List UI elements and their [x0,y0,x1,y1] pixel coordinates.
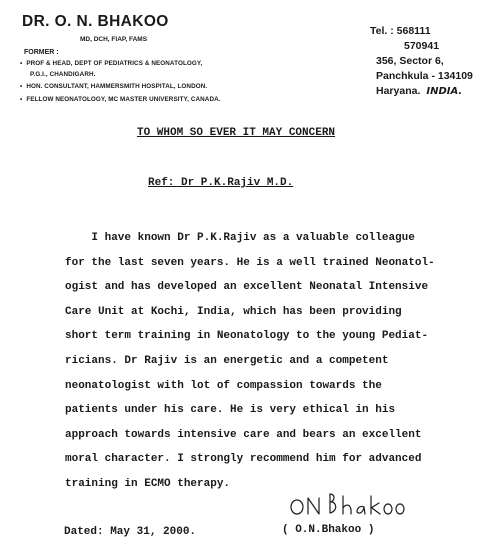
body-line: moral character. I strongly recommend him for advanced [65,453,422,466]
position-text: FELLOW NEONATOLOGY, MC MASTER UNIVERSITY, CANADA. [26,96,221,103]
tel-number-2: 570941 [404,40,440,52]
body-line: ricians. Dr Rajiv is an energetic and a competent [65,354,389,367]
letterhead-name: DR. O. N. BHAKOO [22,13,169,30]
bullet: • [20,83,23,90]
letterhead-position [20,60,202,67]
bullet: • [20,60,23,67]
body-line: for the last seven years. He is a well trained Neonatol- [65,256,435,269]
body-line: I have known Dr P.K.Rajiv as a valuable colleague [65,232,415,244]
letterhead-position [20,96,221,103]
address-state: Haryana. [376,85,421,97]
tel-label: Tel. : [370,25,394,37]
letterhead-qualifications: MD, DCH, FIAP, FAMS [80,36,148,43]
date-line: Dated: May 31, 2000. [64,526,197,538]
reference-line: Ref: Dr P.K.Rajiv M.D. [148,177,294,189]
address-country-handwritten: INDIA. [426,86,463,97]
position-text: HON. CONSULTANT, HAMMERSMITH HOSPITAL, LONDON. [26,83,208,90]
address-block [370,24,490,99]
letterhead-position [20,83,207,90]
position-text: PROF & HEAD, DEPT OF PEDIATRICS & NEONATOLOGY, [26,60,203,67]
body-line: neonatologist with lot of compassion towards the [65,379,382,392]
address-state-line [370,84,490,99]
body-line: Care Unit at Kochi, India, which has been providing [65,305,402,318]
tel-number-1: 568111 [396,25,431,37]
body-line: patients under his care. He is very ethical in his [65,404,396,417]
handwritten-signature [288,490,418,520]
body-line: approach towards intensive care and bears an excellent [65,428,422,441]
body-line: training in ECMO therapy. [65,477,231,490]
address-street: 356, Sector 6, [376,55,444,67]
letterhead-position-continued: P.G.I., CHANDIGARH. [30,71,96,78]
address-city: Panchkula - 134109 [376,70,473,82]
signatory-name: ( O.N.Bhakoo ) [282,524,375,536]
letterhead-former-label: FORMER : [24,49,59,56]
telephone-line [370,24,490,39]
bullet: • [20,96,23,103]
body-line: short term training in Neonatology to the young Pediat- [65,330,429,343]
salutation-heading: TO WHOM SO EVER IT MAY CONCERN [137,127,336,139]
letter-body [65,226,485,497]
body-line: ogist and has developed an excellent Neonatal Intensive [65,281,429,294]
